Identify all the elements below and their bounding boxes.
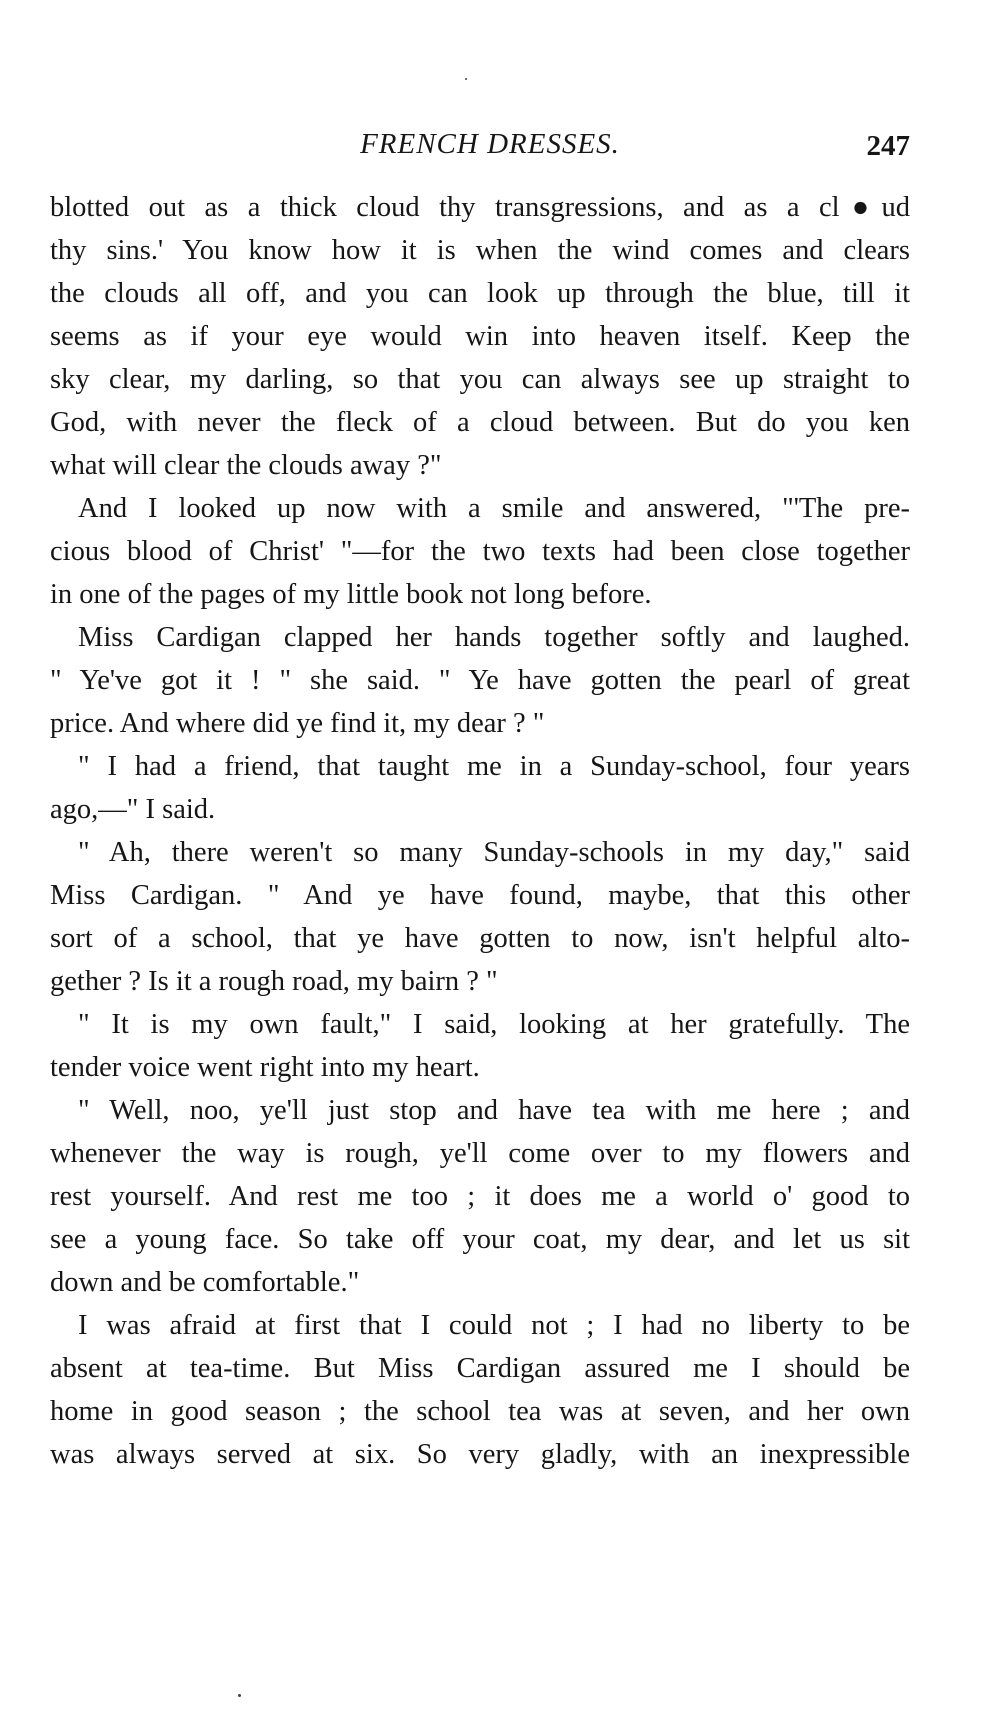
text-line: blotted out as a thick cloud thy transgressions, and as a cl●ud: [50, 192, 910, 223]
text-line: was always served at six. So very gladly, with an inexpressible: [50, 1439, 910, 1470]
text-line: home in good season ; the school tea was at seven, and her own: [50, 1396, 910, 1427]
text-line: whenever the way is rough, ye'll come over to my flowers and: [50, 1138, 910, 1169]
paragraph-first-line: " It is my own fault," I said, looking at her gratefully. The: [78, 1009, 910, 1040]
text-line: absent at tea-time. But Miss Cardigan assured me I should be: [50, 1353, 910, 1384]
text-line: ago,—" I said.: [50, 794, 216, 825]
paragraph-first-line: I was afraid at first that I could not ; I had no liberty to be: [78, 1310, 910, 1341]
text-line: thy sins.' You know how it is when the wind comes and clears: [50, 235, 910, 266]
text-line: down and be comfortable.": [50, 1267, 360, 1298]
text-line: what will clear the clouds away ?": [50, 450, 442, 481]
paragraph-first-line: Miss Cardigan clapped her hands together softly and laughed.: [78, 622, 910, 653]
text-line: sky clear, my darling, so that you can always see up straight to: [50, 364, 910, 395]
text-line: price. And where did ye find it, my dear ? ": [50, 708, 545, 739]
text-line: seems as if your eye would win into heaven itself. Keep the: [50, 321, 910, 352]
paragraph-first-line: " I had a friend, that taught me in a Sunday-school, four years: [78, 751, 910, 782]
text-line: sort of a school, that ye have gotten to now, isn't helpful alto-: [50, 923, 910, 954]
text-line: " Ye've got it ! " she said. " Ye have gotten the pearl of great: [50, 665, 910, 696]
running-title: FRENCH DRESSES.: [360, 128, 620, 160]
text-line: rest yourself. And rest me too ; it does me a world o' good to: [50, 1181, 910, 1212]
text-line: Miss Cardigan. " And ye have found, maybe, that this other: [50, 880, 910, 911]
page-number: 247: [866, 130, 910, 162]
body-text: [50, 186, 910, 1476]
paragraph-first-line: " Well, noo, ye'll just stop and have tea with me here ; and: [78, 1095, 910, 1126]
page-header: [50, 128, 910, 168]
text-line: in one of the pages of my little book not long before.: [50, 579, 652, 610]
text-line: gether ? Is it a rough road, my bairn ? ": [50, 966, 498, 997]
paragraph-first-line: And I looked up now with a smile and answered, "'The pre-: [78, 493, 910, 524]
text-line: see a young face. So take off your coat, my dear, and let us sit: [50, 1224, 910, 1255]
text-line: the clouds all off, and you can look up through the blue, till it: [50, 278, 910, 309]
text-line: cious blood of Christ' "—for the two texts had been close together: [50, 536, 910, 567]
scan-speck: [238, 1694, 241, 1697]
paragraph-first-line: " Ah, there weren't so many Sunday-schools in my day," said: [78, 837, 910, 868]
text-line: God, with never the fleck of a cloud between. But do you ken: [50, 407, 910, 438]
text-line: tender voice went right into my heart.: [50, 1052, 480, 1083]
scan-speck: [465, 78, 467, 80]
